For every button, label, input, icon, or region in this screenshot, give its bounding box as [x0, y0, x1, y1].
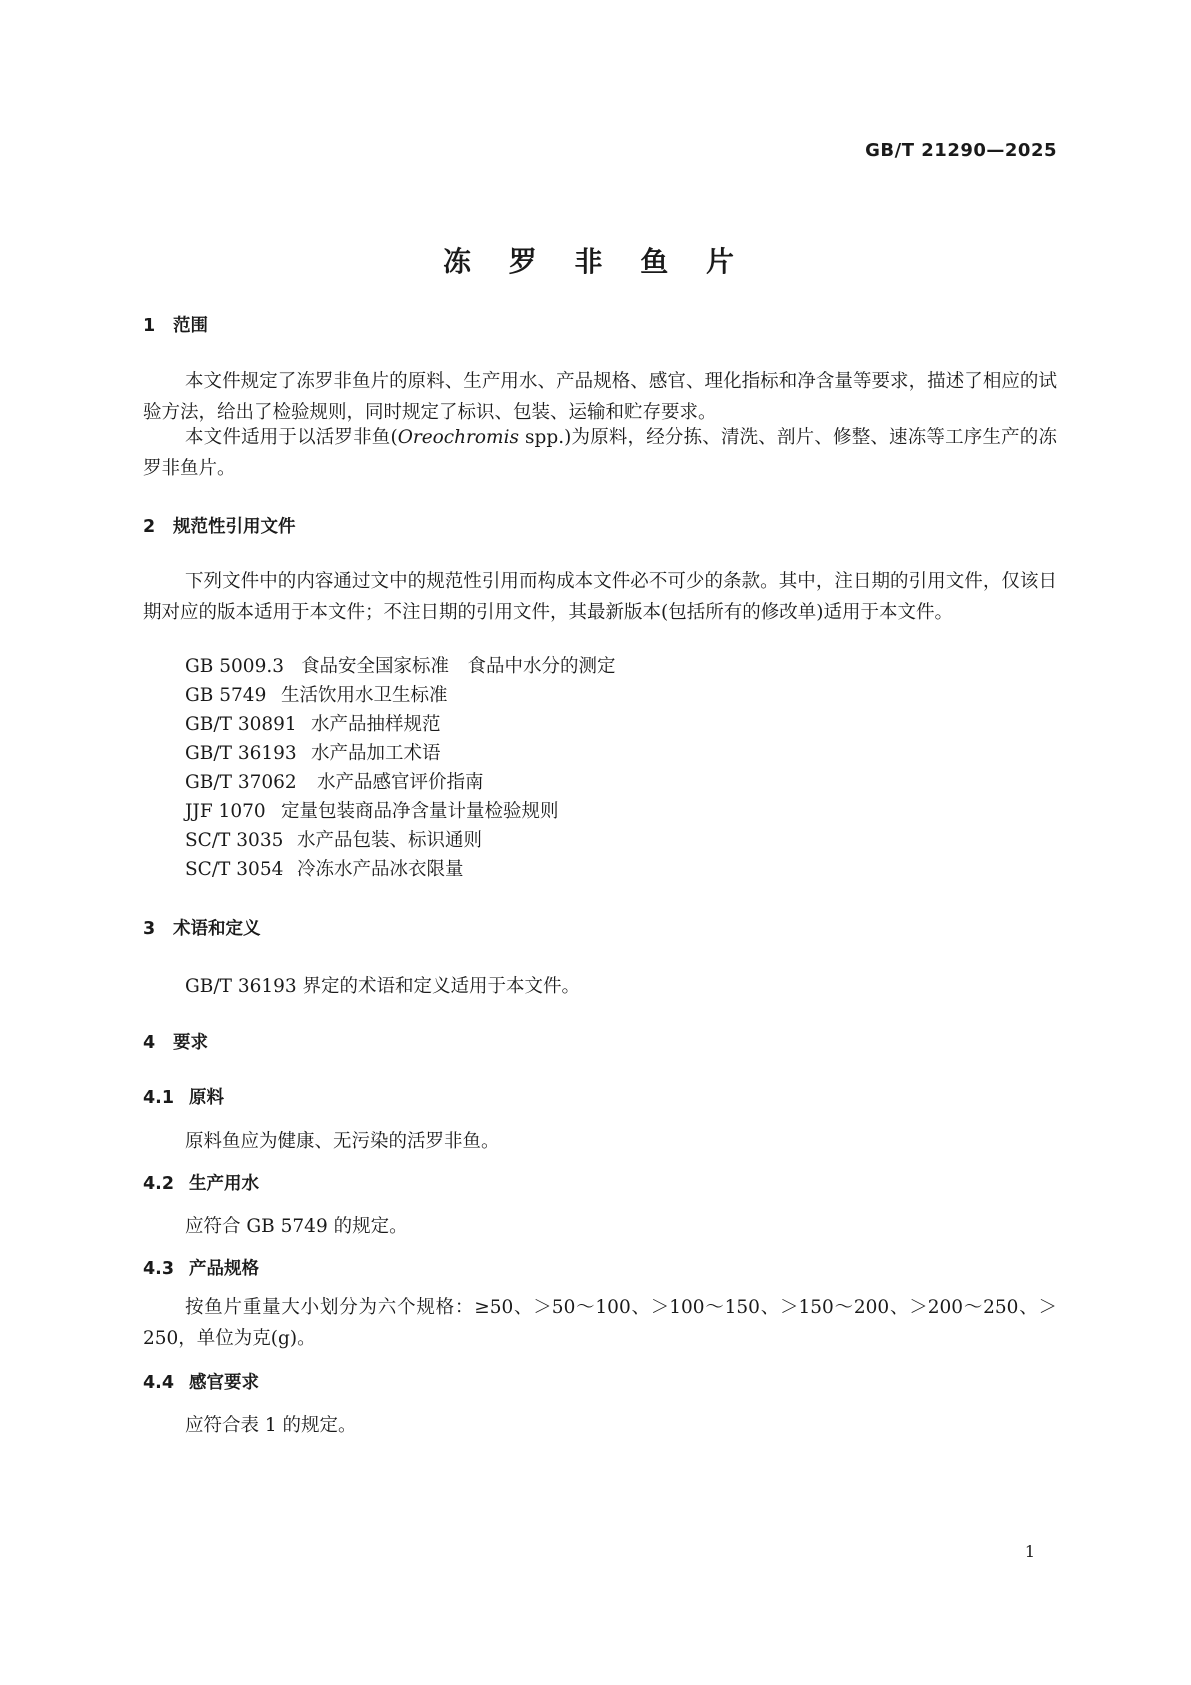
reference-code: GB/T 37062 [185, 772, 297, 793]
terms-paragraph: GB/T 36193 界定的术语和定义适用于本文件。 [185, 976, 581, 997]
document-title: 冻 罗 非 鱼 片 [443, 245, 748, 278]
references-intro: 下列文件中的内容通过文中的规范性引用而构成本文件必不可少的条款。其中，注日期的引用文件，仅该日期对应的版本适用于本文件；不注日期的引用文件，其最新版本(包括所有的修改单)适用于本文件。 [143, 571, 1057, 623]
section-4-heading [143, 1029, 208, 1054]
spec-text: 按鱼片重量大小划分为六个规格：≥50、＞50～100、＞100～150、＞150～200、＞200～250、＞250，单位为克(g)。 [143, 1297, 1057, 1349]
reference-code: JJF 1070 [185, 801, 266, 822]
section-title: 要求 [173, 1033, 208, 1053]
section-number: 4 [143, 1033, 156, 1053]
reference-item [185, 796, 559, 827]
species-name: Oreochromis [397, 427, 519, 448]
reference-name: 水产品感官评价指南 [317, 772, 484, 793]
reference-code: SC/T 3035 [185, 830, 284, 851]
scope-paragraph-2 [143, 422, 1057, 484]
scope-paragraph-1: 本文件规定了冻罗非鱼片的原料、生产用水、产品规格、感官、理化指标和净含量等要求，描述了相应的试验方法，给出了检验规则，同时规定了标识、包装、运输和贮存要求。 [143, 371, 1057, 423]
reference-item [185, 709, 441, 740]
reference-name: 水产品加工术语 [311, 743, 441, 764]
subsection-title: 生产用水 [189, 1174, 259, 1194]
section-1-heading [143, 312, 208, 337]
reference-item [185, 738, 441, 769]
reference-code: GB/T 30891 [185, 714, 297, 735]
standard-number: GB/T 21290—2025 [865, 140, 1057, 161]
subsection-number: 4.1 [143, 1088, 175, 1108]
reference-item [185, 854, 464, 885]
subsection-4-3-heading [143, 1255, 259, 1280]
reference-name: 水产品包装、标识通则 [297, 830, 483, 851]
reference-code: GB/T 36193 [185, 743, 297, 764]
section-number: 2 [143, 517, 156, 537]
section-number: 1 [143, 316, 156, 336]
section-number: 3 [143, 919, 156, 939]
reference-name: 定量包装商品净含量计量检验规则 [281, 801, 559, 822]
reference-name: 生活饮用水卫生标准 [281, 685, 448, 706]
reference-item [185, 825, 482, 856]
sensory-text: 应符合表 1 的规定。 [185, 1415, 357, 1436]
scope-text-part: spp.)为原料，经分拣、清洗、剖片、修整、速冻等工序生产的冻罗非鱼片。 [143, 427, 1057, 479]
section-title: 术语和定义 [173, 919, 261, 939]
subsection-number: 4.2 [143, 1174, 175, 1194]
reference-name: 食品安全国家标准 食品中水分的测定 [301, 656, 616, 677]
section-2-heading [143, 513, 296, 538]
section-title: 范围 [173, 316, 208, 336]
page-number: 1 [1024, 1542, 1035, 1561]
section-3-heading [143, 915, 261, 940]
subsection-4-2-heading [143, 1170, 259, 1195]
water-text: 应符合 GB 5749 的规定。 [185, 1216, 408, 1237]
section-title: 规范性引用文件 [173, 517, 296, 537]
subsection-number: 4.4 [143, 1373, 175, 1393]
subsection-title: 感官要求 [189, 1373, 259, 1393]
reference-code: GB 5009.3 [185, 656, 284, 677]
subsection-4-4-heading [143, 1369, 259, 1394]
reference-code: SC/T 3054 [185, 859, 284, 880]
reference-item [185, 767, 484, 798]
subsection-title: 产品规格 [189, 1259, 259, 1279]
reference-name: 冷冻水产品冰衣限量 [297, 859, 464, 880]
subsection-title: 原料 [189, 1088, 224, 1108]
reference-name: 水产品抽样规范 [311, 714, 441, 735]
raw-material-text: 原料鱼应为健康、无污染的活罗非鱼。 [185, 1131, 500, 1152]
reference-code: GB 5749 [185, 685, 267, 706]
reference-item [185, 651, 616, 682]
scope-text-part: 本文件适用于以活罗非鱼( [185, 427, 398, 448]
reference-item [185, 680, 448, 711]
subsection-4-1-heading [143, 1084, 224, 1109]
subsection-number: 4.3 [143, 1259, 175, 1279]
